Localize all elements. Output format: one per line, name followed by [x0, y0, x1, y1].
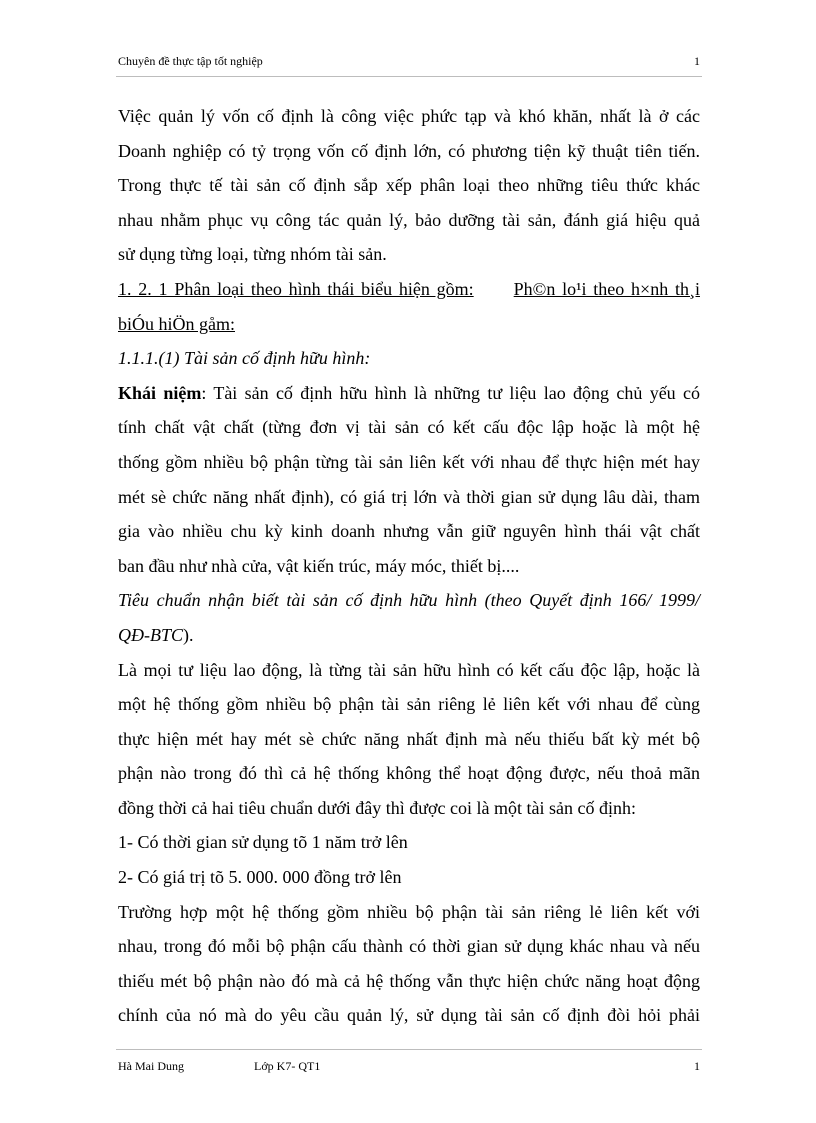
text-line: gia vào nhiều chu kỳ kinh doanh nhưng vẫn giữ nguyên hình thái vật chất	[118, 521, 700, 542]
text-line: phận nào trong đó thì cả hệ thống không thể hoạt động được, nếu thoả mãn	[118, 763, 700, 784]
standard-tail: ).	[183, 624, 194, 645]
case-paragraph	[118, 895, 700, 1033]
intro-paragraph	[118, 99, 700, 272]
criteria-paragraph	[118, 653, 700, 826]
footer-class: Lớp K7- QT1	[254, 1059, 321, 1073]
text-line: Việc quản lý vốn cố định là công việc phức tạp và khó khăn, nhất là ở các	[118, 106, 700, 126]
standard-heading	[118, 583, 700, 652]
text-line: đồng thời cả hai tiêu chuẩn dưới đây thì được coi là một tài sản cố định:	[118, 797, 636, 818]
section-heading-garbled-text: Ph©n lo¹i theo h×nh th¸i	[513, 278, 700, 299]
footer-page-number: 1	[694, 1059, 700, 1073]
text-line: tính chất vật chất (từng đơn vị tài sản có kết cấu độc lập hoặc là một hệ	[118, 417, 700, 438]
section-heading-line-2: biÓu hiÖn gåm:	[118, 313, 235, 334]
section-heading-text: 1. 2. 1 Phân loại theo hình thái biểu hiện gồm:	[118, 278, 474, 299]
text-line: sử dụng từng loại, từng nhóm tài sản.	[118, 244, 387, 265]
document-body	[118, 99, 700, 1033]
criteria-item: 1- Có thời gian sử dụng tõ 1 năm trở lên	[118, 832, 408, 853]
section-heading-line-1	[118, 272, 700, 307]
criteria-list	[118, 825, 700, 894]
header-divider	[116, 76, 702, 77]
header-page-number: 1	[694, 54, 700, 68]
definition-paragraph	[118, 376, 700, 584]
text-line: thiếu mét bộ phận nào đó mà cả hệ thống vẫn thực hiện chức năng hoạt động	[118, 970, 700, 991]
text-line: Trong thực tế tài sản cố định sắp xếp phân loại theo những tiêu thức khác	[118, 175, 700, 196]
text-line: Trường hợp một hệ thống gồm nhiều bộ phận tài sản riêng lẻ liên kết với	[118, 901, 700, 922]
footer-author: Hà Mai Dung	[118, 1059, 184, 1073]
text-line: thực hiện mét hay mét sè chức năng nhất định mà nếu thiếu bất kỳ mét bộ	[118, 728, 700, 749]
criteria-item: 2- Có giá trị tõ 5. 000. 000 đồng trở lên	[118, 867, 402, 888]
text-line: thống gồm nhiều bộ phận từng tài sản liên kết với nhau để thực hiện mét hay	[118, 451, 700, 472]
text-line: ban đầu như nhà cửa, vật kiến trúc, máy móc, thiết bị....	[118, 555, 520, 576]
section-heading	[118, 272, 700, 341]
page-header	[118, 52, 700, 70]
subheading: 1.1.1.(1) Tài sản cố định hữu hình:	[118, 348, 371, 369]
standard-line-1: Tiêu chuẩn nhận biết tài sản cố định hữu hình (theo Quyết định 166/ 1999/	[118, 590, 700, 611]
definition-label: Khái niệm	[118, 382, 202, 403]
text-line: nhau nhằm phục vụ công tác quản lý, bảo dưỡng tài sản, đánh giá hiệu quả	[118, 209, 700, 230]
header-title: Chuyên đề thực tập tốt nghiệp	[118, 54, 263, 68]
standard-line-2	[118, 618, 700, 653]
text-line	[118, 376, 700, 411]
text-line: Doanh nghiệp có tỷ trọng vốn cố định lớn, có phương tiện kỹ thuật tiên tiến.	[118, 140, 700, 161]
text-line: mét sè chức năng nhất định), có giá trị lớn và thời gian sử dụng lâu dài, tham	[118, 486, 700, 507]
page-footer	[118, 1057, 700, 1075]
footer-divider	[116, 1049, 702, 1050]
definition-first-line: : Tài sản cố định hữu hình là những tư liệu lao động chủ yếu có	[201, 382, 700, 403]
text-line: Là mọi tư liệu lao động, là từng tài sản hữu hình có kết cấu độc lập, hoặc là	[118, 659, 700, 680]
text-line: nhau, trong đó mỗi bộ phận cấu thành có thời gian sử dụng khác nhau và nếu	[118, 936, 700, 957]
text-line: chính của nó mà do yêu cầu quản lý, sử dụng tài sản cố định đòi hỏi phải	[118, 1005, 700, 1026]
standard-decision-code: QĐ-BTC	[118, 624, 184, 645]
text-line: một hệ thống gồm nhiều bộ phận tài sản riêng lẻ liên kết với nhau để cùng	[118, 694, 700, 715]
